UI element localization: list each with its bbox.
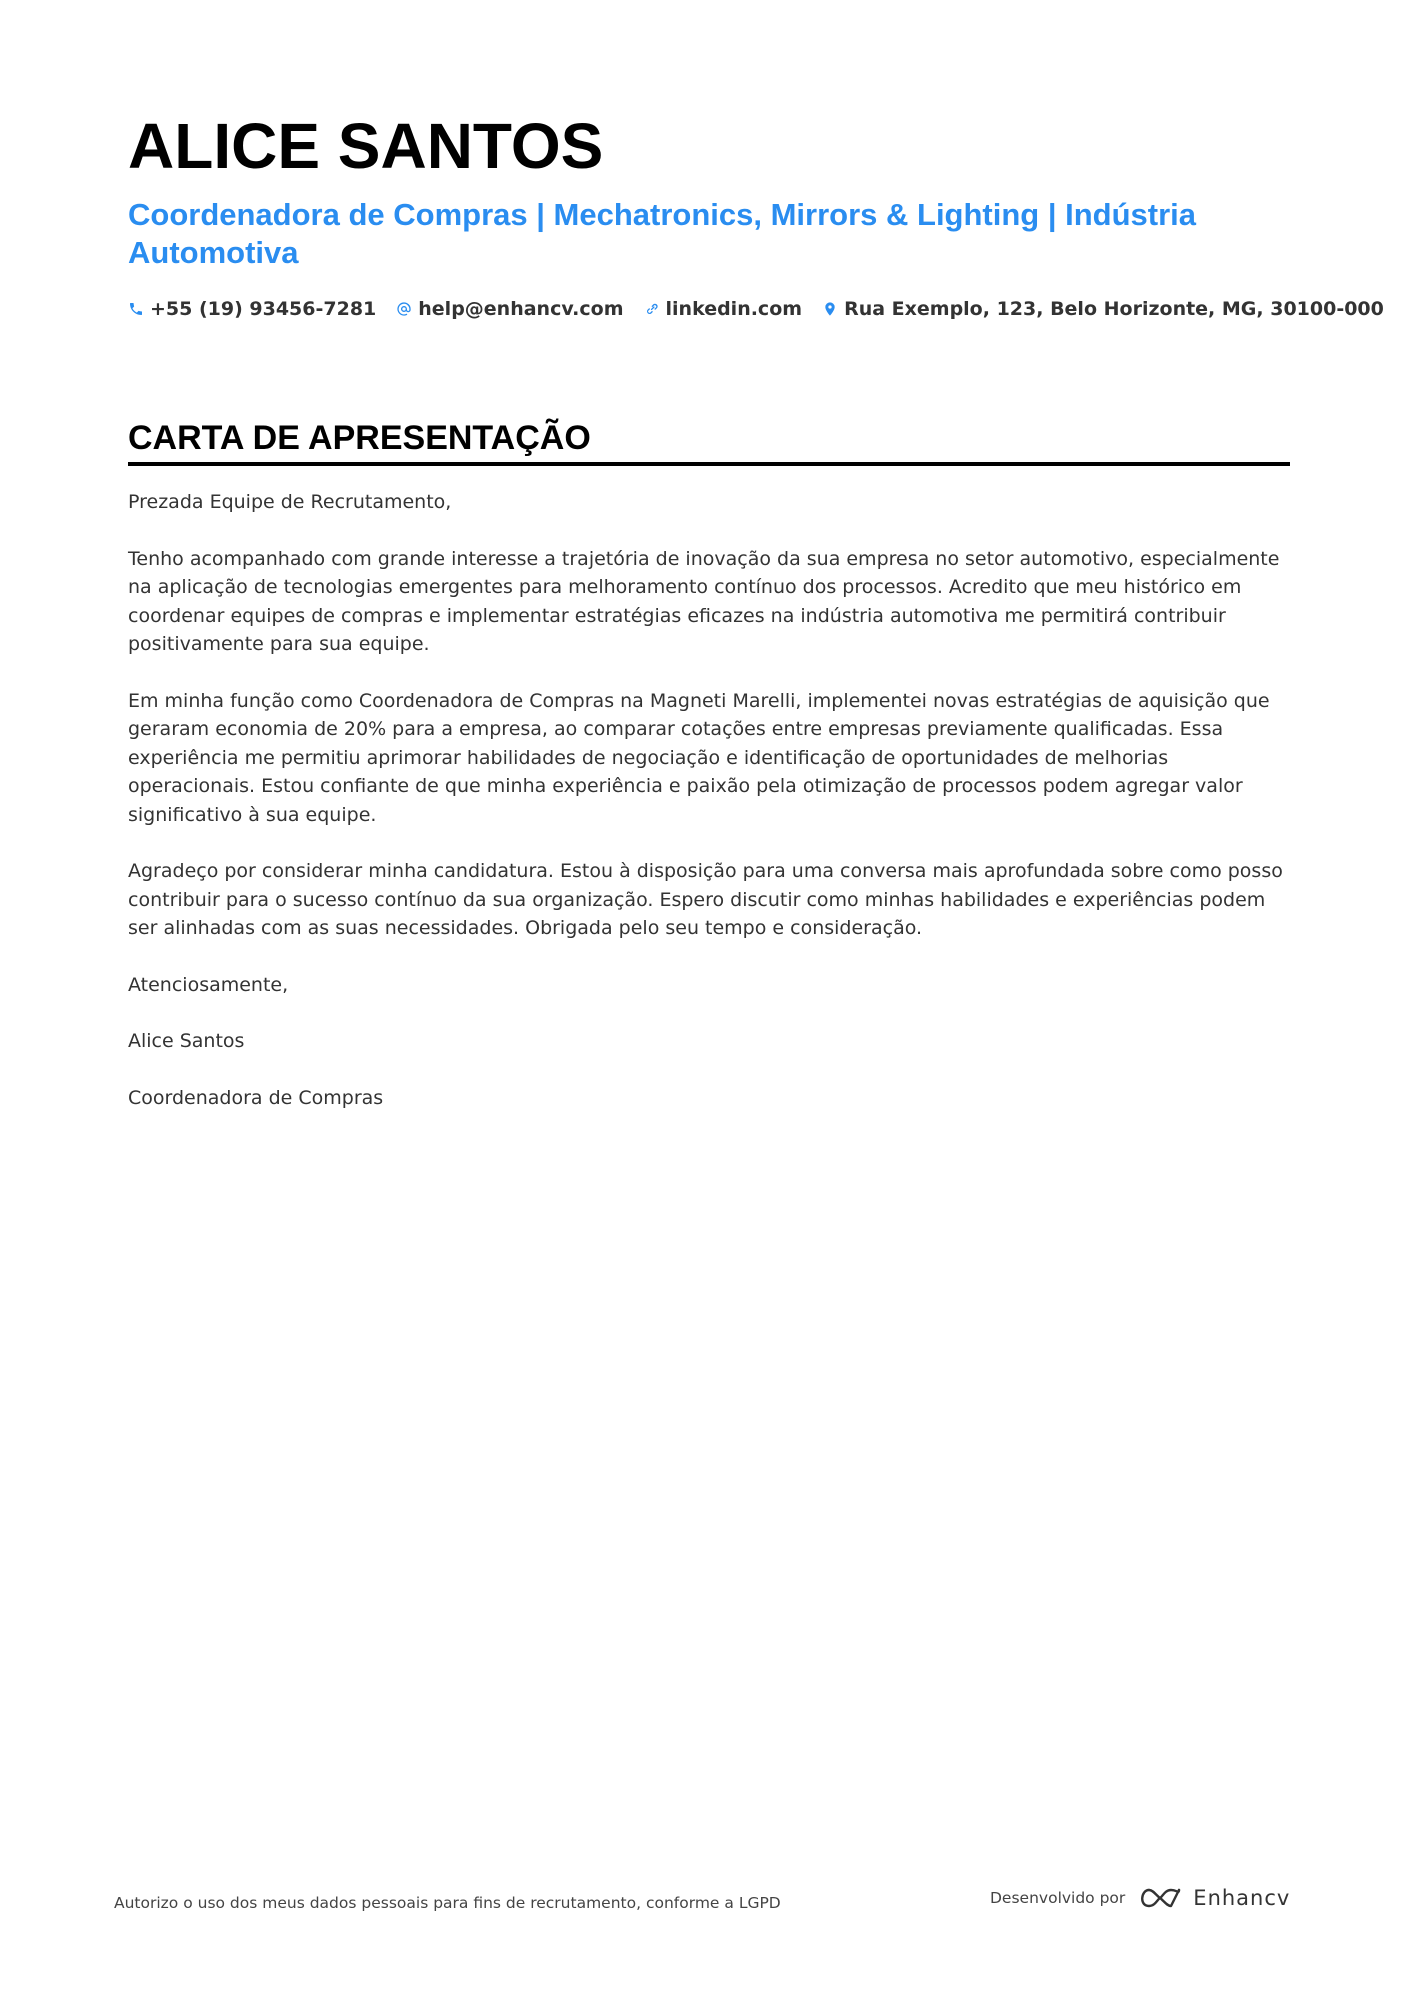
candidate-title: Coordenadora de Compras | Mechatronics, Mirrors & Lighting | Indústria Automotiva xyxy=(128,197,1197,270)
letter-paragraph: Tenho acompanhado com grande interesse a trajetória de inovação da sua empresa no setor automotivo, especialmente na aplicação de tecnologias emergentes para melhoramento contínuo dos processos. Acredito que meu histórico em coordenar equipes de compras e implementar estratégias eficazes na indústria automotiva me permitirá contribuir positivamente para sua equipe. xyxy=(128,547,1280,655)
contact-email[interactable] xyxy=(396,298,623,320)
phone-text: +55 (19) 93456-7281 xyxy=(150,298,377,320)
cover-letter-page xyxy=(128,110,1384,1140)
link-icon xyxy=(644,301,660,317)
contact-phone[interactable] xyxy=(128,298,376,320)
address-text: Rua Exemplo, 123, Belo Horizonte, MG, 30100-000 xyxy=(844,298,1384,320)
candidate-name: ALICE SANTOS xyxy=(128,110,604,182)
email-text: help@enhancv.com xyxy=(418,298,624,320)
contact-website[interactable] xyxy=(644,298,803,320)
contact-address xyxy=(822,298,1384,320)
footer-branding[interactable] xyxy=(990,1886,1290,1910)
location-pin-icon xyxy=(822,301,838,317)
contact-bar xyxy=(128,298,1384,320)
at-icon xyxy=(396,301,412,317)
powered-by-text: Desenvolvido por xyxy=(990,1889,1126,1907)
enhancv-logo-icon xyxy=(1137,1886,1183,1910)
brand-logo[interactable] xyxy=(1137,1886,1290,1910)
section-divider xyxy=(128,462,1290,466)
signature-name: Alice Santos xyxy=(128,1030,245,1052)
letter-paragraph: Agradeço por considerar minha candidatura. Estou à disposição para uma conversa mais aprofundada sobre como posso contribuir para o sucesso contínuo da sua organização. Espero discutir como minhas habilidades e experiências podem ser alinhadas com as suas necessidades. Obrigada pelo seu tempo e consideração. xyxy=(128,860,1283,939)
footer-consent: Autorizo o uso dos meus dados pessoais para fins de recrutamento, conforme a LGPD xyxy=(114,1894,781,1912)
letter-paragraph: Em minha função como Coordenadora de Compras na Magneti Marelli, implementei novas estratégias de aquisição que geraram economia de 20% para a empresa, ao comparar cotações entre empresas previamente qualificadas. Essa experiência me permitiu aprimorar habilidades de negociação e identificação de oportunidades de melhorias operacionais. Estou confiante de que minha experiência e paixão pela otimização de processos podem agregar valor significativo à sua equipe. xyxy=(128,689,1270,826)
brand-name: Enhancv xyxy=(1193,1886,1291,1910)
signature-title: Coordenadora de Compras xyxy=(128,1086,384,1109)
section-title: CARTA DE APRESENTAÇÃO xyxy=(128,419,591,457)
letter-closing: Atenciosamente, xyxy=(128,973,289,996)
website-text: linkedin.com xyxy=(665,298,803,320)
letter-greeting: Prezada Equipe de Recrutamento, xyxy=(128,491,452,513)
letter-body xyxy=(128,488,1290,1112)
phone-icon xyxy=(128,301,144,317)
